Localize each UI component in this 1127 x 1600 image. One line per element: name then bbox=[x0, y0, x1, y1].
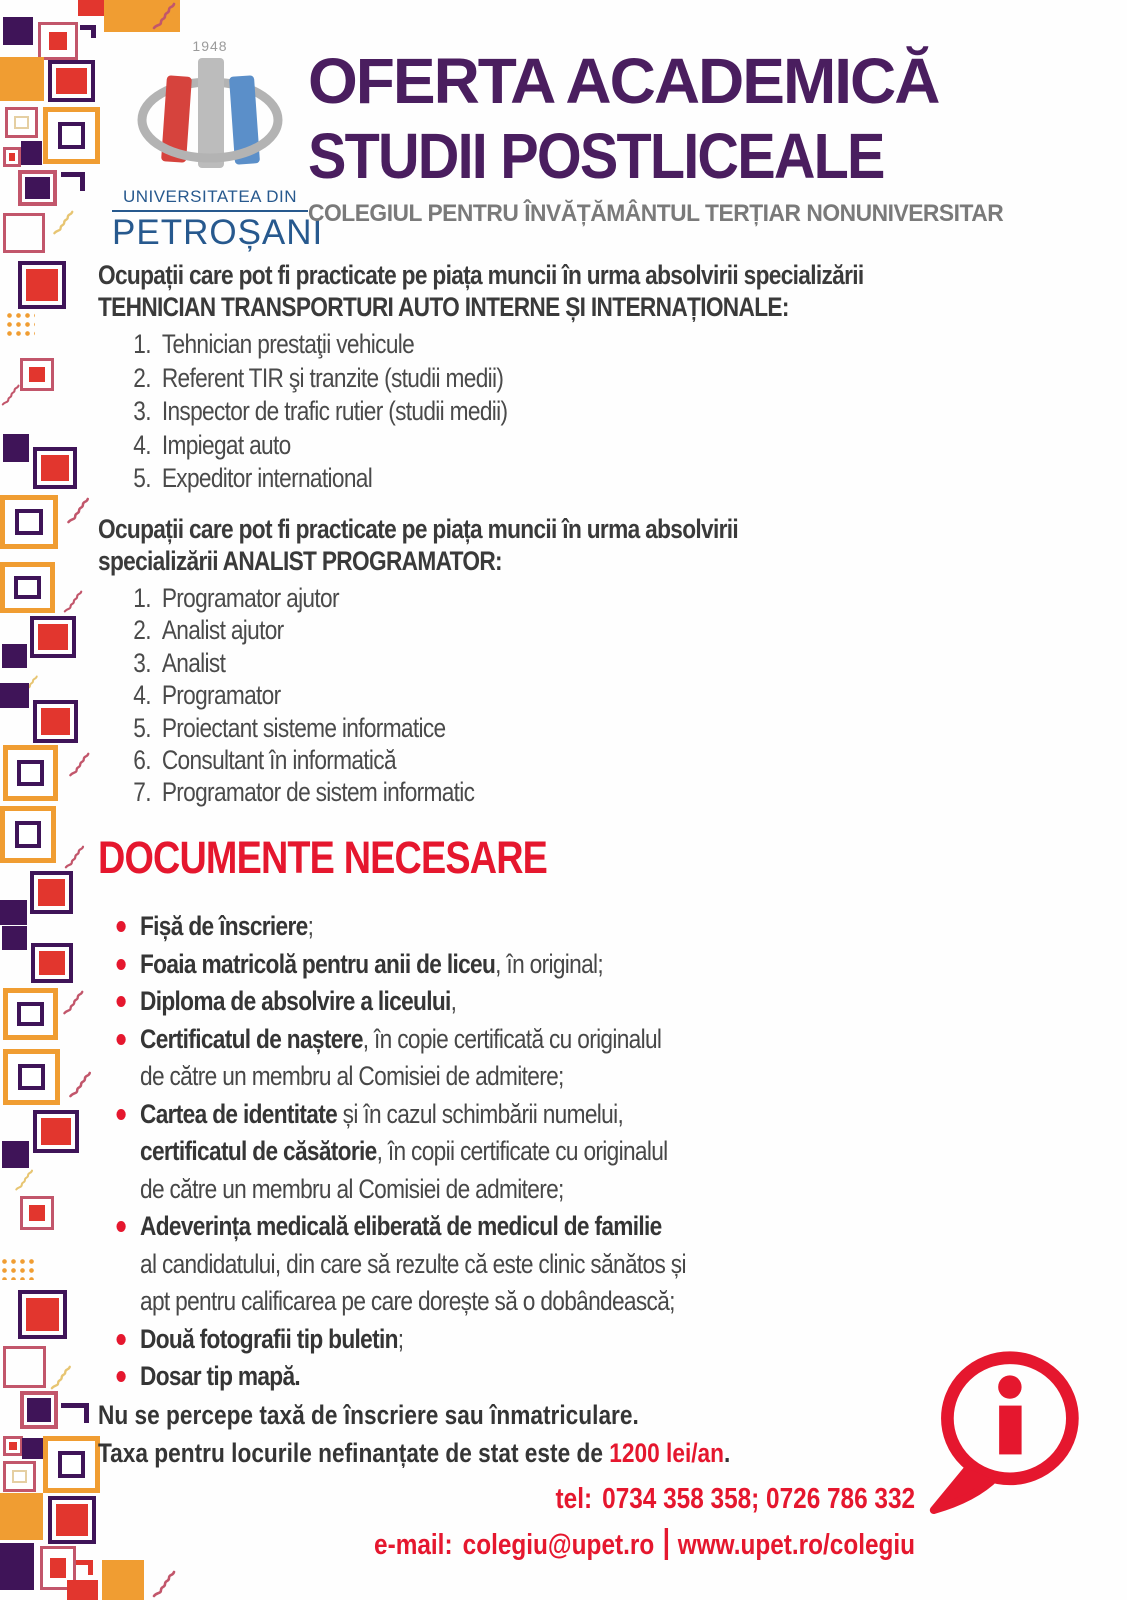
decor-square bbox=[48, 1496, 96, 1544]
tuition-amount: 1200 lei/an bbox=[609, 1437, 725, 1468]
document-item bbox=[98, 1321, 730, 1359]
document-name: certificatul de căsătorie bbox=[140, 1136, 377, 1166]
list-item bbox=[133, 462, 863, 496]
decor-square bbox=[0, 57, 44, 101]
decor-squiggle-icon bbox=[68, 1071, 98, 1098]
logo-university-name: UNIVERSITATEA DIN bbox=[122, 187, 298, 206]
decor-square bbox=[20, 1391, 58, 1429]
document-item-line bbox=[140, 1171, 730, 1209]
logo-year: 1948 bbox=[192, 38, 228, 54]
decor-square-inner bbox=[14, 116, 29, 130]
list-item-label: Analist bbox=[161, 647, 226, 678]
list-item-number: 1. bbox=[133, 329, 151, 359]
document-item bbox=[98, 1208, 730, 1321]
decor-square bbox=[0, 1493, 43, 1540]
list-item-label: Tehnician prestaţii vehicule bbox=[161, 329, 415, 359]
decor-square bbox=[18, 170, 57, 206]
decor-squiggle-icon bbox=[50, 1365, 77, 1390]
phone-label: tel: bbox=[555, 1483, 593, 1515]
list-item bbox=[133, 429, 863, 463]
list-item-label: Proiectant sisteme informatice bbox=[161, 712, 446, 743]
document-detail: de către un membru al Comisiei de admitere; bbox=[140, 1173, 564, 1204]
decor-square bbox=[2, 1141, 29, 1168]
document-item bbox=[98, 983, 730, 1021]
decor-square bbox=[18, 1290, 67, 1339]
document-item-line bbox=[140, 1208, 730, 1246]
document-detail: al candidatului, din care să rezulte că este clinic sănătos și bbox=[140, 1248, 686, 1279]
decor-square bbox=[0, 562, 55, 613]
document-item bbox=[98, 1358, 730, 1396]
list-item-number: 5. bbox=[133, 712, 151, 743]
analist-heading-line2: specializării ANALIST PROGRAMATOR: bbox=[98, 545, 502, 576]
website-url: www.upet.ro/colegiu bbox=[677, 1529, 915, 1561]
decor-square bbox=[33, 1110, 79, 1153]
decor-square-inner bbox=[14, 576, 40, 600]
documents-heading: DOCUMENTE NECESARE bbox=[98, 832, 548, 883]
decor-square bbox=[0, 1543, 34, 1590]
poster-subtitle: COLEGIUL PENTRU ÎNVĂȚĂMÂNTUL TERȚIAR NONUNIVERSITAR bbox=[308, 200, 1004, 227]
decor-square bbox=[38, 22, 78, 60]
document-detail: , în original; bbox=[495, 948, 604, 979]
university-emblem-icon bbox=[112, 54, 308, 180]
analist-occupations-list bbox=[98, 582, 738, 809]
document-detail: , în copii certificate cu originalul bbox=[376, 1136, 668, 1166]
list-item bbox=[133, 712, 738, 744]
document-item bbox=[98, 908, 730, 946]
analist-section bbox=[98, 514, 738, 809]
decor-square-inner bbox=[29, 367, 44, 382]
decor-square-inner bbox=[58, 122, 85, 149]
decor-dots-icon bbox=[5, 311, 35, 337]
decor-square bbox=[3, 988, 58, 1040]
list-item-label: Programator bbox=[161, 680, 281, 711]
list-item-label: Inspector de trafic rutier (studii medii) bbox=[161, 396, 508, 427]
decor-square-inner bbox=[15, 509, 43, 535]
decor-square bbox=[0, 900, 27, 925]
email-line bbox=[374, 1522, 915, 1568]
document-name: Foaia matricolă pentru anii de liceu bbox=[140, 948, 496, 979]
list-item-label: Analist ajutor bbox=[161, 615, 284, 646]
decor-square bbox=[48, 60, 95, 102]
decor-squiggle-icon bbox=[63, 845, 91, 869]
list-item bbox=[133, 647, 738, 679]
contact-block bbox=[374, 1476, 915, 1568]
list-item-number: 3. bbox=[133, 647, 151, 678]
header bbox=[308, 44, 1004, 228]
list-item-number: 2. bbox=[133, 362, 151, 393]
decor-square bbox=[30, 616, 76, 658]
list-item-label: Impiegat auto bbox=[161, 429, 291, 460]
document-name: Fișă de înscriere bbox=[140, 911, 308, 941]
document-item-line bbox=[140, 1283, 730, 1321]
decor-square bbox=[18, 261, 66, 309]
decor-square bbox=[43, 1436, 100, 1493]
poster-title-line2-wrap bbox=[308, 119, 988, 194]
documents-list bbox=[98, 908, 730, 1396]
decor-square-inner bbox=[50, 1558, 67, 1579]
decor-square-inner bbox=[58, 1451, 85, 1478]
decor-square-inner bbox=[29, 1205, 44, 1220]
list-item-number: 5. bbox=[133, 463, 151, 494]
document-item-line bbox=[140, 1358, 730, 1396]
document-item-line bbox=[140, 1058, 730, 1096]
transport-section bbox=[98, 260, 864, 496]
decor-square bbox=[3, 213, 45, 253]
decor-dots-icon bbox=[0, 1257, 34, 1280]
document-name: Certificatul de naștere bbox=[140, 1023, 363, 1054]
decor-square bbox=[43, 107, 100, 164]
document-item-line bbox=[140, 946, 730, 984]
decor-square bbox=[30, 871, 73, 914]
document-detail: ; bbox=[397, 1323, 404, 1354]
decor-square bbox=[3, 745, 58, 801]
transport-heading-line2: TEHNICIAN TRANSPORTURI AUTO INTERNE ȘI INTERNAȚIONALE: bbox=[98, 291, 789, 322]
list-item bbox=[133, 614, 738, 646]
decor-squiggle-icon bbox=[152, 1570, 182, 1598]
analist-heading-line1: Ocupații care pot fi practicate pe piața muncii în urma absolvirii bbox=[98, 514, 739, 544]
decor-square bbox=[5, 107, 38, 138]
list-item bbox=[133, 362, 863, 396]
decor-square bbox=[0, 683, 29, 708]
decor-square-inner bbox=[12, 1470, 27, 1484]
list-item-number: 2. bbox=[133, 615, 151, 646]
decor-square bbox=[33, 700, 78, 743]
document-item bbox=[98, 946, 730, 984]
document-name: Cartea de identitate bbox=[140, 1098, 338, 1129]
decor-square-inner bbox=[9, 153, 16, 161]
list-item-number: 6. bbox=[133, 745, 151, 776]
decor-corner-icon bbox=[61, 1403, 89, 1423]
transport-heading-line1: Ocupații care pot fi practicate pe piața muncii în urma absolvirii specializării bbox=[98, 260, 864, 290]
decor-squiggle-icon bbox=[68, 752, 96, 777]
decor-square bbox=[0, 495, 58, 549]
list-item bbox=[133, 776, 738, 808]
decor-square bbox=[3, 17, 33, 45]
note-tuition-text: Taxa pentru locurile nefinanțate de stat este de bbox=[98, 1437, 610, 1468]
document-item-line bbox=[140, 1246, 730, 1284]
document-item-line bbox=[140, 1096, 730, 1134]
phone-numbers: 0734 358 358; 0726 786 332 bbox=[602, 1483, 915, 1515]
list-item-label: Consultant în informatică bbox=[161, 745, 396, 776]
info-icon bbox=[922, 1344, 1088, 1516]
university-logo bbox=[112, 38, 324, 253]
decor-squiggle-icon bbox=[52, 210, 80, 235]
decor-squiggle-icon bbox=[62, 990, 90, 1015]
list-item bbox=[133, 679, 738, 711]
decor-square bbox=[0, 806, 56, 863]
document-detail: apt pentru calificarea pe care dorește să o dobândească; bbox=[140, 1286, 675, 1316]
decor-corner-icon bbox=[76, 1560, 93, 1575]
decor-corner-icon bbox=[80, 25, 96, 38]
decor-square bbox=[22, 1438, 43, 1459]
decor-square-inner bbox=[17, 1002, 43, 1026]
list-item-label: Referent TIR şi tranzite (studii medii) bbox=[161, 362, 504, 393]
decor-square-inner bbox=[17, 760, 43, 787]
document-name: Adeverința medicală eliberată de medicul de familie bbox=[140, 1211, 662, 1241]
document-item-line bbox=[140, 983, 730, 1021]
decor-squiggle-icon bbox=[66, 497, 96, 524]
decor-square bbox=[20, 1196, 54, 1230]
list-item-number: 4. bbox=[133, 680, 151, 711]
document-item bbox=[98, 1021, 730, 1096]
document-item-line bbox=[140, 908, 730, 946]
note-tuition bbox=[98, 1434, 730, 1472]
document-name: Dosar tip mapă. bbox=[140, 1361, 301, 1391]
decor-square-inner bbox=[49, 32, 68, 50]
decor-square bbox=[2, 644, 27, 668]
document-name: Diploma de absolvire a liceului bbox=[140, 986, 451, 1016]
list-item-label: Programator de sistem informatic bbox=[161, 777, 475, 808]
list-item-number: 7. bbox=[133, 777, 151, 808]
decor-square-inner bbox=[15, 821, 42, 848]
document-item-line bbox=[140, 1133, 730, 1171]
decor-square bbox=[3, 434, 29, 462]
transport-section-heading bbox=[98, 260, 864, 323]
list-item-label: Programator ajutor bbox=[161, 583, 339, 613]
document-detail: și în cazul schimbării numelui, bbox=[337, 1098, 624, 1129]
decor-square bbox=[2, 926, 27, 950]
document-detail: de către un membru al Comisiei de admitere; bbox=[140, 1061, 564, 1091]
note-no-fee: Nu se percepe taxă de înscriere sau înmatriculare. bbox=[98, 1399, 639, 1430]
document-item-line bbox=[140, 1321, 730, 1359]
document-detail: , în copie certificată cu originalul bbox=[362, 1023, 662, 1054]
list-item bbox=[133, 328, 863, 362]
transport-occupations-list bbox=[98, 328, 864, 496]
list-item-number: 3. bbox=[133, 396, 151, 427]
decor-square bbox=[3, 1461, 36, 1492]
decor-squiggle-icon bbox=[150, 2, 184, 30]
list-item-number: 4. bbox=[133, 429, 151, 460]
decor-square bbox=[67, 1580, 98, 1600]
list-item bbox=[133, 395, 863, 429]
document-detail: ; bbox=[307, 911, 314, 941]
list-item bbox=[133, 582, 738, 614]
analist-section-heading bbox=[98, 514, 738, 577]
poster-title-line1: OFERTA ACADEMICĂ bbox=[308, 45, 939, 117]
decor-square bbox=[3, 1436, 23, 1456]
decor-square-inner bbox=[9, 1442, 17, 1450]
decor-square bbox=[102, 1560, 144, 1600]
decor-square-inner bbox=[18, 1064, 45, 1091]
email-label: e-mail: bbox=[373, 1529, 453, 1561]
notes bbox=[98, 1396, 730, 1472]
logo-city-name: PETROȘANI bbox=[112, 210, 308, 253]
list-item bbox=[133, 744, 738, 776]
poster-title bbox=[308, 44, 988, 119]
documents-section bbox=[98, 908, 730, 1472]
decor-square bbox=[21, 141, 42, 165]
separator-bar bbox=[664, 1528, 667, 1560]
decor-squiggle-icon bbox=[62, 590, 89, 613]
decor-square bbox=[31, 943, 73, 983]
note-tuition-suffix: . bbox=[724, 1437, 731, 1468]
decor-square bbox=[3, 147, 21, 167]
decor-corner-icon bbox=[61, 172, 85, 191]
document-item bbox=[98, 1096, 730, 1209]
decor-squiggle-icon bbox=[0, 384, 26, 406]
list-item-label: Expeditor international bbox=[161, 463, 373, 494]
poster-title-line2: STUDII POSTLICEALE bbox=[308, 120, 884, 192]
list-item-number: 1. bbox=[133, 583, 151, 613]
email-address: colegiu@upet.ro bbox=[462, 1529, 655, 1561]
document-name: Două fotografii tip buletin bbox=[140, 1323, 398, 1354]
decor-square bbox=[3, 1346, 46, 1388]
decor-squiggle-icon bbox=[14, 1169, 39, 1191]
document-item-line bbox=[140, 1021, 730, 1059]
decor-square bbox=[33, 447, 77, 489]
phone-line bbox=[374, 1476, 915, 1522]
decor-square bbox=[3, 1049, 60, 1105]
document-detail: , bbox=[450, 986, 457, 1016]
